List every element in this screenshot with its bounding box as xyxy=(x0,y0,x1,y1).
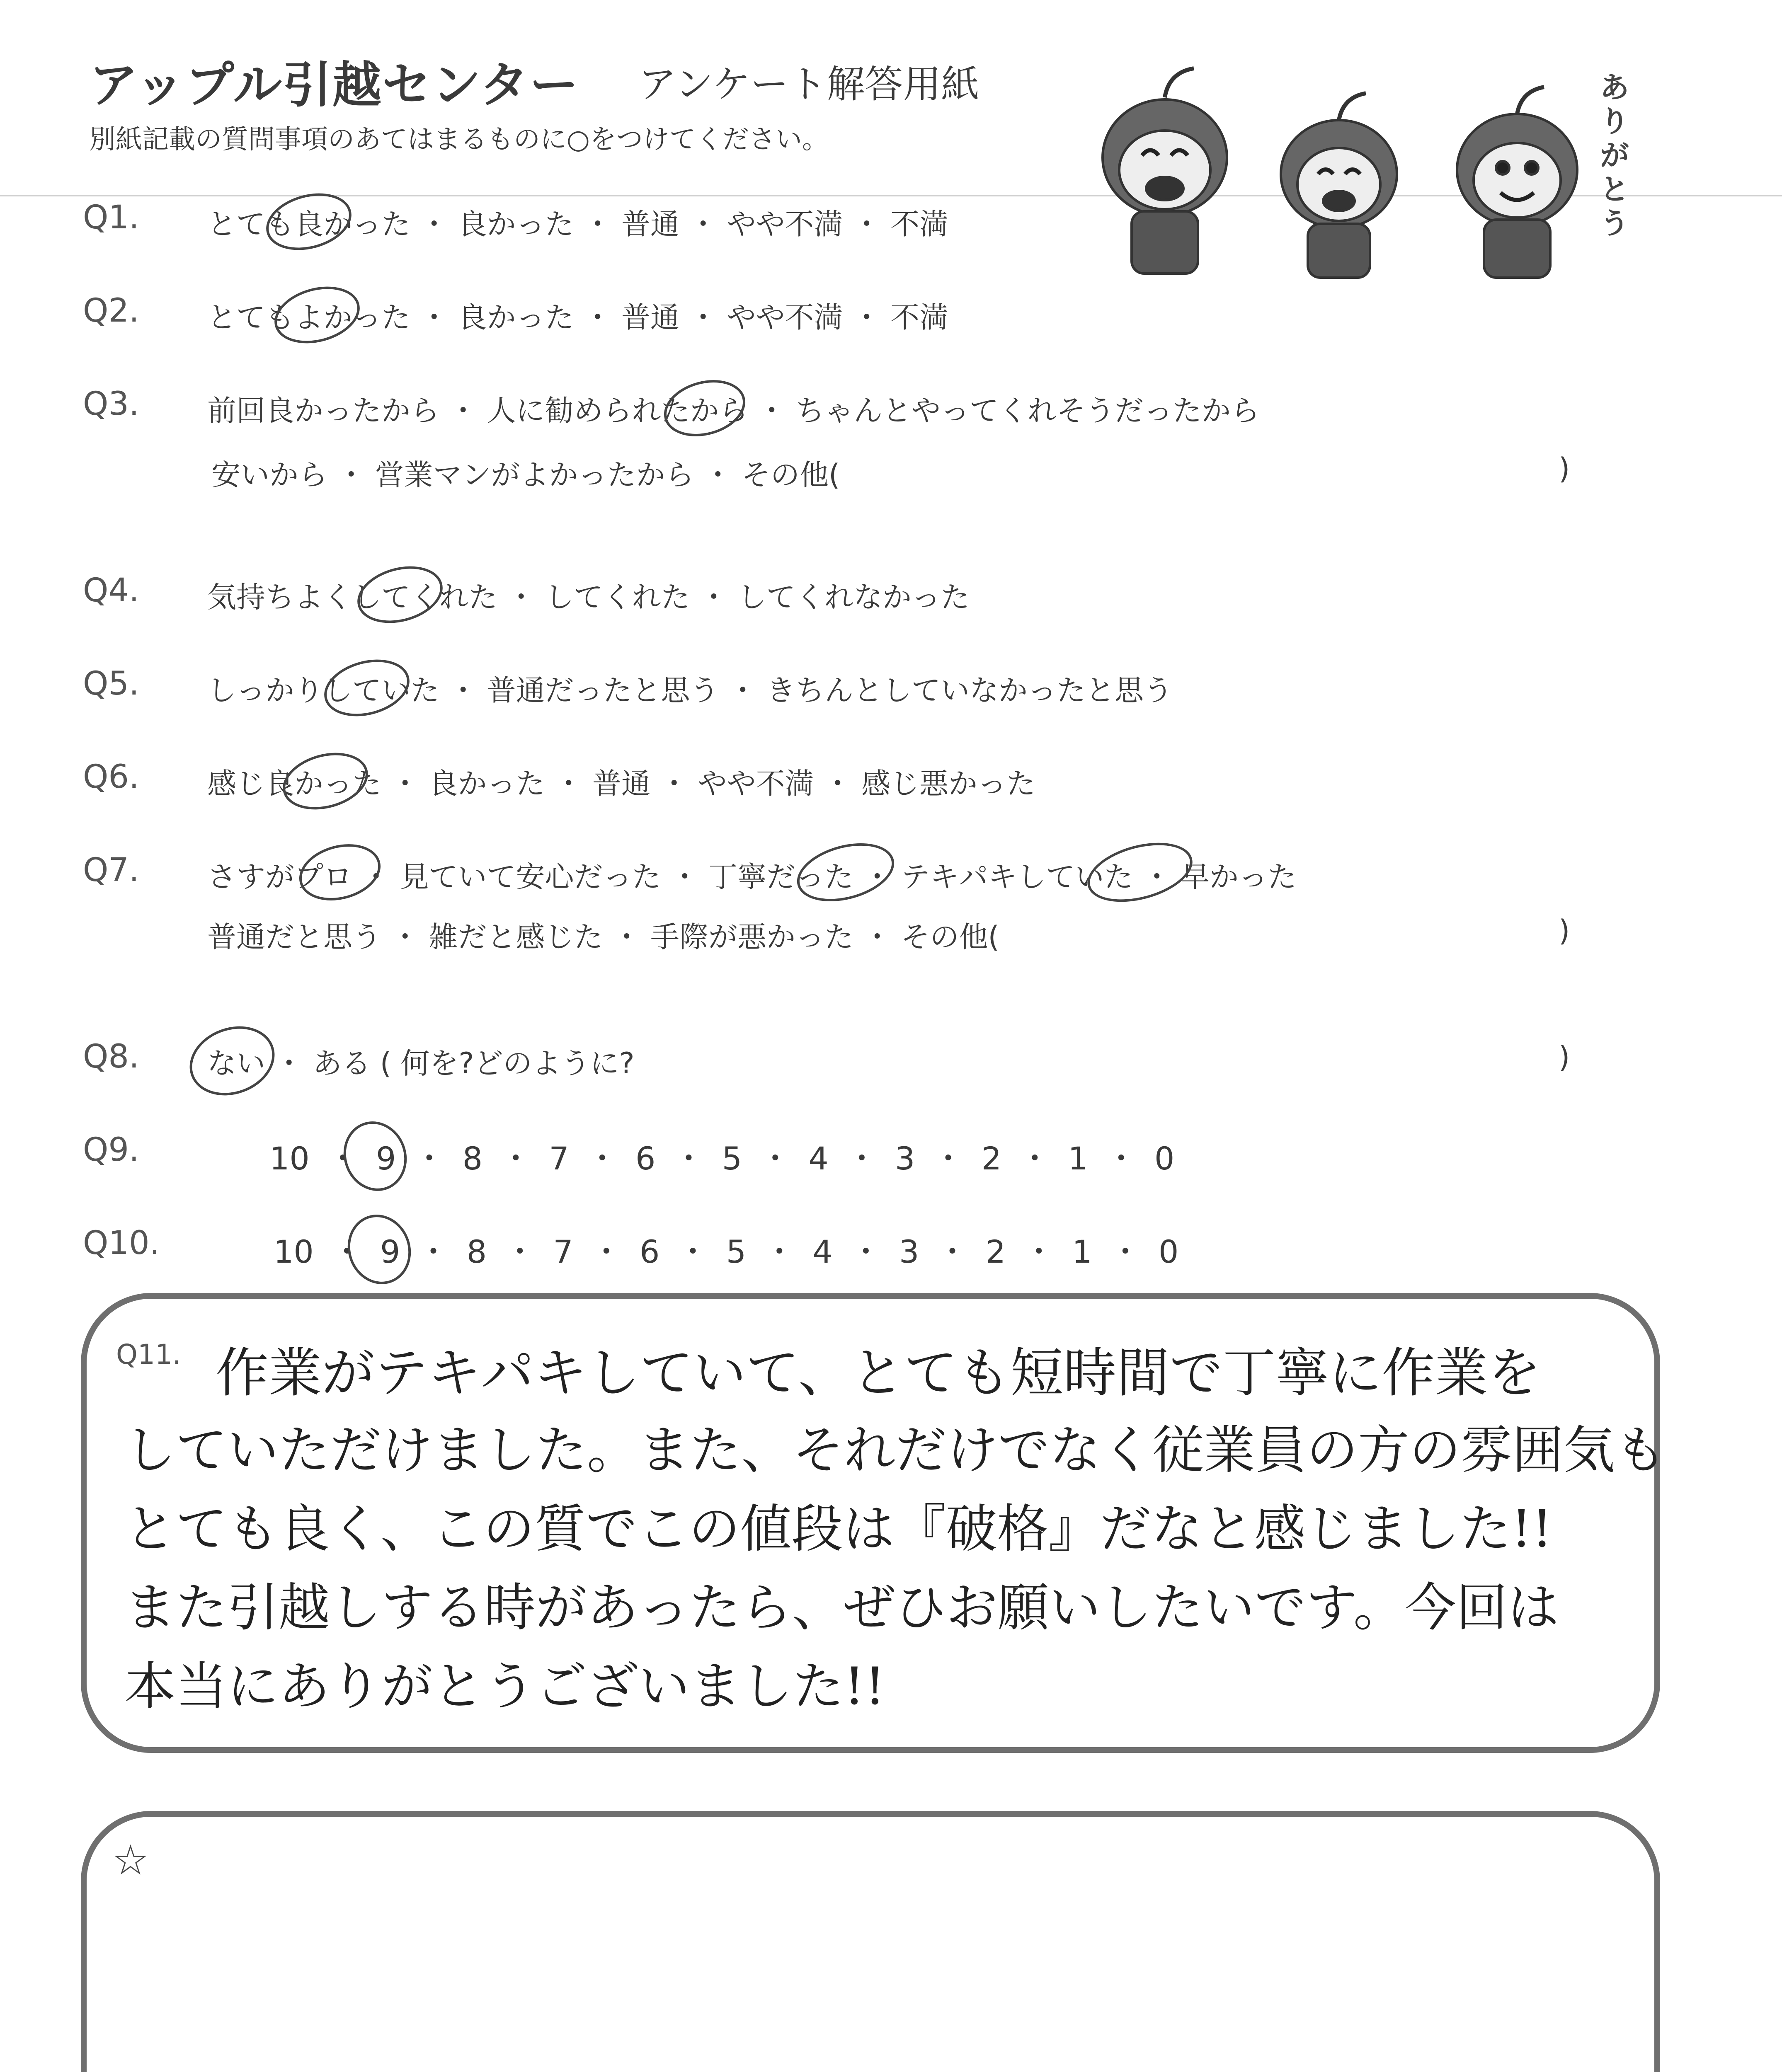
answer-circle-mark xyxy=(790,833,900,911)
q8-close-paren: ) xyxy=(1559,1040,1570,1074)
answer-circle-mark xyxy=(318,651,416,725)
q3-label: Q3. xyxy=(83,385,139,423)
q7-options-line2[interactable]: 普通だと思う ・ 雑だと感じた ・ 手際が悪かった ・ その他( xyxy=(207,920,999,954)
answer-circle-mark xyxy=(338,1205,420,1293)
company-name: アップル引越センター xyxy=(89,56,579,114)
q11-comment-line3: とても良く、この質でこの値段は『破格』だなと感じました!! xyxy=(124,1499,1553,1559)
q9-scale[interactable]: 10 ・ 9 ・ 8 ・ 7 ・ 6 ・ 5 ・ 4 ・ 3 ・ 2 ・ 1 ・ 0 xyxy=(269,1140,1175,1177)
q5-label: Q5. xyxy=(83,665,139,702)
star-icon: ☆ xyxy=(112,1836,149,1884)
q1-label: Q1. xyxy=(83,199,139,236)
answer-circle-mark xyxy=(351,557,449,632)
mascot-monkeys-icon xyxy=(1069,50,1650,282)
q10-scale[interactable]: 10 ・ 9 ・ 8 ・ 7 ・ 6 ・ 5 ・ 4 ・ 3 ・ 2 ・ 1 ・ 0 xyxy=(274,1233,1179,1270)
q2-options[interactable]: とてもよかった ・ 良かった ・ 普通 ・ やや不満 ・ 不満 xyxy=(207,300,949,334)
q11-label: Q11. xyxy=(116,1339,181,1370)
answer-circle-mark xyxy=(334,1112,416,1200)
q3-options-line2[interactable]: 安いから ・ 営業マンがよかったから ・ その他( xyxy=(211,458,840,492)
form-title: アンケート解答用紙 xyxy=(638,62,979,107)
q9-label: Q9. xyxy=(83,1131,139,1169)
answer-circle-mark xyxy=(276,744,374,818)
instruction-text: 別紙記載の質問事項のあてはまるものに○をつけてください。 xyxy=(89,124,829,155)
q7-options-line1[interactable]: さすがプロ ・ 見ていて安心だった ・ 丁寧だった ・ テキパキしていた ・ 早かった xyxy=(207,860,1297,894)
q6-label: Q6. xyxy=(83,758,139,796)
q11-comment-line4: また引越しする時があったら、ぜひお願いしたいです。今回は xyxy=(124,1578,1559,1638)
q11-comment-line2: していただけました。また、それだけでなく従業員の方の雰囲気も xyxy=(124,1421,1667,1480)
q11-comment-line5: 本当にありがとうございました!! xyxy=(124,1657,885,1716)
q4-options[interactable]: 気持ちよくしてくれた ・ してくれた ・ してくれなかった xyxy=(207,580,970,614)
q4-label: Q4. xyxy=(83,572,139,609)
q8-label: Q8. xyxy=(83,1038,139,1075)
q7-close-paren: ) xyxy=(1559,914,1570,948)
q11-comment-line1: 作業がテキパキしていて、とても短時間で丁寧に作業を xyxy=(216,1342,1541,1404)
q3-close-paren: ) xyxy=(1559,452,1570,486)
q8-options[interactable]: ない ・ ある ( 何を?どのように? xyxy=(207,1046,635,1080)
q3-options-line1[interactable]: 前回良かったから ・ 人に勧められたから ・ ちゃんとやってくれそうだったから xyxy=(207,394,1260,428)
q5-options[interactable]: しっかりしていた ・ 普通だったと思う ・ きちんとしていなかったと思う xyxy=(207,673,1173,707)
q7-label: Q7. xyxy=(83,852,139,889)
answer-circle-mark xyxy=(1081,833,1199,913)
q2-label: Q2. xyxy=(83,292,139,329)
answer-circle-mark xyxy=(268,278,366,352)
q10-label: Q10. xyxy=(83,1225,160,1262)
answer-circle-mark xyxy=(293,835,387,909)
mascot-caption: ありがとう xyxy=(1600,70,1629,240)
q6-options[interactable]: 感じ良かった ・ 良かった ・ 普通 ・ やや不満 ・ 感じ悪かった xyxy=(207,767,1036,801)
star-comment-box xyxy=(81,1811,1660,2072)
answer-circle-mark xyxy=(658,371,752,445)
q1-options[interactable]: とても良かった ・ 良かった ・ 普通 ・ やや不満 ・ 不満 xyxy=(207,207,949,241)
answer-circle-mark xyxy=(180,1015,284,1107)
